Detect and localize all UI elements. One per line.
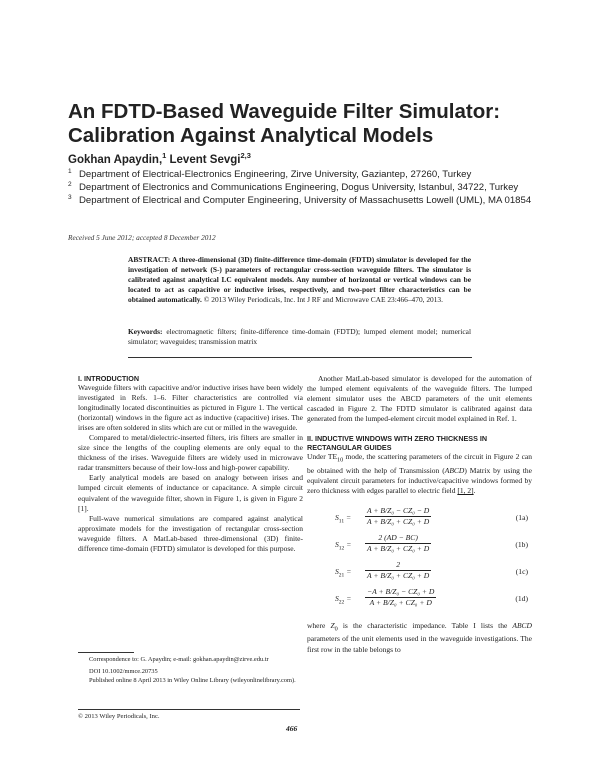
s2-text-b: mode, the scattering parameters of the circuit in Figure 2 can be obtained with the help of Transmission ( <box>307 452 532 475</box>
footnote-doi: DOI 10.1002/mmce.20735 <box>89 667 158 675</box>
title-line-1: An FDTD-Based Waveguide Filter Simulator: <box>68 100 501 123</box>
section-1-paragraph-3: Early analytical models are based on analogy between irises and lumped circuit elements of inductance or capacitance. A simple circuit equivalent of the waveguide filter, shown in Figure 1, is given in Figure 2 [1]. <box>78 473 303 513</box>
eq-1c-symbol: S <box>335 566 339 576</box>
author-2: Levent Sevgi <box>169 153 241 166</box>
eq-1d-sub: 22 <box>338 599 345 606</box>
received-date: Received 5 June 2012; accepted 8 December 2012 <box>68 233 216 242</box>
eq-1c-denominator: A + B/Z₀ + CZ₀ + D <box>367 570 430 580</box>
abstract <box>128 255 471 305</box>
abstract-text: A three-dimensional (3D) finite-difference time-domain (FDTD) simulator is developed for the investigation of network (S-) parameters of rectangular cross-section waveguide filters. The simulator is calibrated against analytical LC equivalent models. Any number of horizontal or vertical windows can be located to act as capacitive or inductive irises, respectively, and two-port filter characteristics can be obtained automatically. <box>128 255 471 305</box>
keywords <box>128 327 471 347</box>
eq-1d-tag: (1d) <box>515 593 528 603</box>
equations <box>307 505 532 613</box>
right-column <box>307 374 532 655</box>
s2-text-c: ) Matrix by using the equivalent circuit parameters for inductive/capacitive windows formed by zero thickness with edges parallel to electric field <box>307 465 533 495</box>
abstract-label: ABSTRACT: <box>128 255 171 264</box>
section-1-heading: I. INTRODUCTION <box>78 374 140 383</box>
s2-abcd: ABCD <box>444 465 465 475</box>
reference-link[interactable]: [1, 2] <box>457 485 474 495</box>
post-eq-z: Z <box>330 620 335 630</box>
section-1-paragraph-2: Compared to metal/dielectric-inserted filters, iris filters are smaller in size since the lengths of the coupling elements are only equal to the thickness of the irises. Waveguide filters are widely used in microwave radar transmitters because of their low-loss and high-power capability. <box>78 433 303 473</box>
s2-te-sub: 10 <box>337 456 344 464</box>
affiliation-1-sup: 1 <box>68 168 72 175</box>
equation-1d <box>307 586 532 613</box>
eq-1d-numerator: −A + B/Z₀ − CZ₀ + D <box>367 586 435 596</box>
affiliation-1-text: Department of Electrical-Electronics Engineering, Zirve University, Gaziantep, 27260, Turkey <box>79 169 472 180</box>
eq-1d-symbol: S <box>335 593 339 603</box>
post-eq-c: parameters of the unit elements used in the waveguide investigations. The first row in the table belongs to <box>307 634 532 654</box>
affiliation-1 <box>68 168 538 181</box>
author-1: Gokhan Apaydin, <box>68 153 163 166</box>
page-number: 466 <box>286 724 298 733</box>
section-1-paragraph-1: Waveguide filters with capacitive and/or inductive irises have been widely investigated in Refs. 1–6. Filter characteristics are controlled via longitudinally located discontinuities as pictured in Figure 1. The vertical (horizontal) windows in the figure act as inductive (capacitive) irises. The irises are often soldered in slits which are cut or milled in the waveguide. <box>78 383 303 433</box>
eq-1b-fraction <box>365 533 431 554</box>
post-eq-abcd: ABCD <box>512 620 532 630</box>
eq-1a-sub: 11 <box>338 518 345 525</box>
affiliation-3-sup: 3 <box>68 194 72 201</box>
eq-1b-tag: (1b) <box>515 539 528 549</box>
eq-1d-lhs: $S_{22}$ = <box>335 593 352 606</box>
eq-1d-denominator: A + B/Z₀ + CZ₀ + D <box>365 597 436 608</box>
equation-1c <box>307 559 532 586</box>
affiliation-3-text: Department of Electrical and Computer Engineering, University of Massachusetts Lowell (UML), MA 01854 <box>79 195 532 206</box>
abstract-copyright: © 2013 Wiley Periodicals, Inc. Int J RF and Microwave CAE 23:466–470, 2013. <box>203 295 443 305</box>
section-2-heading: II. INDUCTIVE WINDOWS WITH ZERO THICKNESS IN RECTANGULAR GUIDES <box>307 434 488 453</box>
keywords-text: electromagnetic filters; finite-difference time-domain (FDTD); lumped element model; numerical simulator; waveguides; transmission matrix <box>128 327 472 347</box>
eq-1a-denominator: A + B/Z₀ + CZ₀ + D <box>367 516 430 526</box>
keywords-label: Keywords: <box>128 327 163 336</box>
footnote-divider <box>78 652 134 653</box>
eq-1a-symbol: S <box>335 512 339 522</box>
affiliation-2 <box>68 181 538 194</box>
left-column <box>78 374 303 554</box>
abstract-divider <box>128 357 472 358</box>
eq-1a-lhs: $S_{11}$ = <box>335 512 352 525</box>
eq-1c-sub: 21 <box>338 572 345 579</box>
section-1-paragraph-4: Full-wave numerical simulations are compared against analytical approximate models for the investigation of rectangular cross-section waveguide filters. A MatLab-based three-dimensional (3D) finite-difference time-domain (FDTD) simulator is developed for this purpose. <box>78 513 303 553</box>
post-eq-zsub: 0 <box>334 625 338 633</box>
eq-1c-fraction <box>365 560 431 581</box>
author-1-affil: 1 <box>162 151 167 160</box>
equation-1a <box>307 505 532 532</box>
s2-text-d: . <box>473 485 476 495</box>
eq-1c-lhs: $S_{21}$ = <box>335 566 352 579</box>
right-intro-paragraph: Another MatLab-based simulator is developed for the automation of the lumped element equivalents of the waveguide filters. The lumped element simulator uses the ABCD parameters of the unit elements cascaded in Figure 2. The FDTD simulator is calibrated against data generated from the lumped-element circuit model explained in Ref. 1. <box>307 374 532 424</box>
footnote-published: Published online 8 April 2013 in Wiley Online Library (wileyonlinelibrary.com). <box>89 676 296 684</box>
eq-1c-tag: (1c) <box>515 566 528 576</box>
eq-1b-numerator: 2 (AD − BC) <box>378 532 418 542</box>
s2-text-a: Under TE <box>307 452 338 462</box>
eq-1a-numerator: A + B/Z₀ − CZ₀ − D <box>367 505 430 515</box>
eq-1b-sub: 12 <box>338 545 345 552</box>
eq-1c-numerator: 2 <box>396 559 401 569</box>
bottom-divider <box>78 709 300 710</box>
affiliations <box>68 168 538 207</box>
eq-1b-denominator: A + B/Z₀ + CZ₀ + D <box>367 543 430 553</box>
title-line-2: Calibration Against Analytical Models <box>68 124 434 147</box>
publisher-copyright: © 2013 Wiley Periodicals, Inc. <box>78 713 160 720</box>
eq-1b-lhs: $S_{12}$ = <box>335 539 352 552</box>
eq-1a-fraction <box>365 506 431 527</box>
eq-1a-tag: (1a) <box>515 512 528 522</box>
section-2-paragraph-1 <box>307 452 532 496</box>
post-equation-paragraph <box>307 621 532 655</box>
footnote-correspondence: Correspondence to: G. Apaydin; e-mail: gokhan.apaydin@zirve.edu.tr <box>89 656 269 663</box>
footnotes <box>78 656 303 686</box>
eq-1b-symbol: S <box>335 539 339 549</box>
affiliation-2-text: Department of Electronics and Communications Engineering, Dogus University, Istanbul, 34722, Turkey <box>79 182 519 193</box>
author-list <box>68 151 251 166</box>
paper-title <box>68 100 538 148</box>
post-eq-b: is the characteristic impedance. Table I lists the <box>337 620 513 630</box>
affiliation-2-sup: 2 <box>68 181 72 188</box>
eq-1d-fraction <box>365 587 436 608</box>
affiliation-3 <box>68 194 538 207</box>
post-eq-a: where <box>307 620 331 630</box>
author-2-affil: 2,3 <box>240 151 251 160</box>
equation-1b <box>307 532 532 559</box>
